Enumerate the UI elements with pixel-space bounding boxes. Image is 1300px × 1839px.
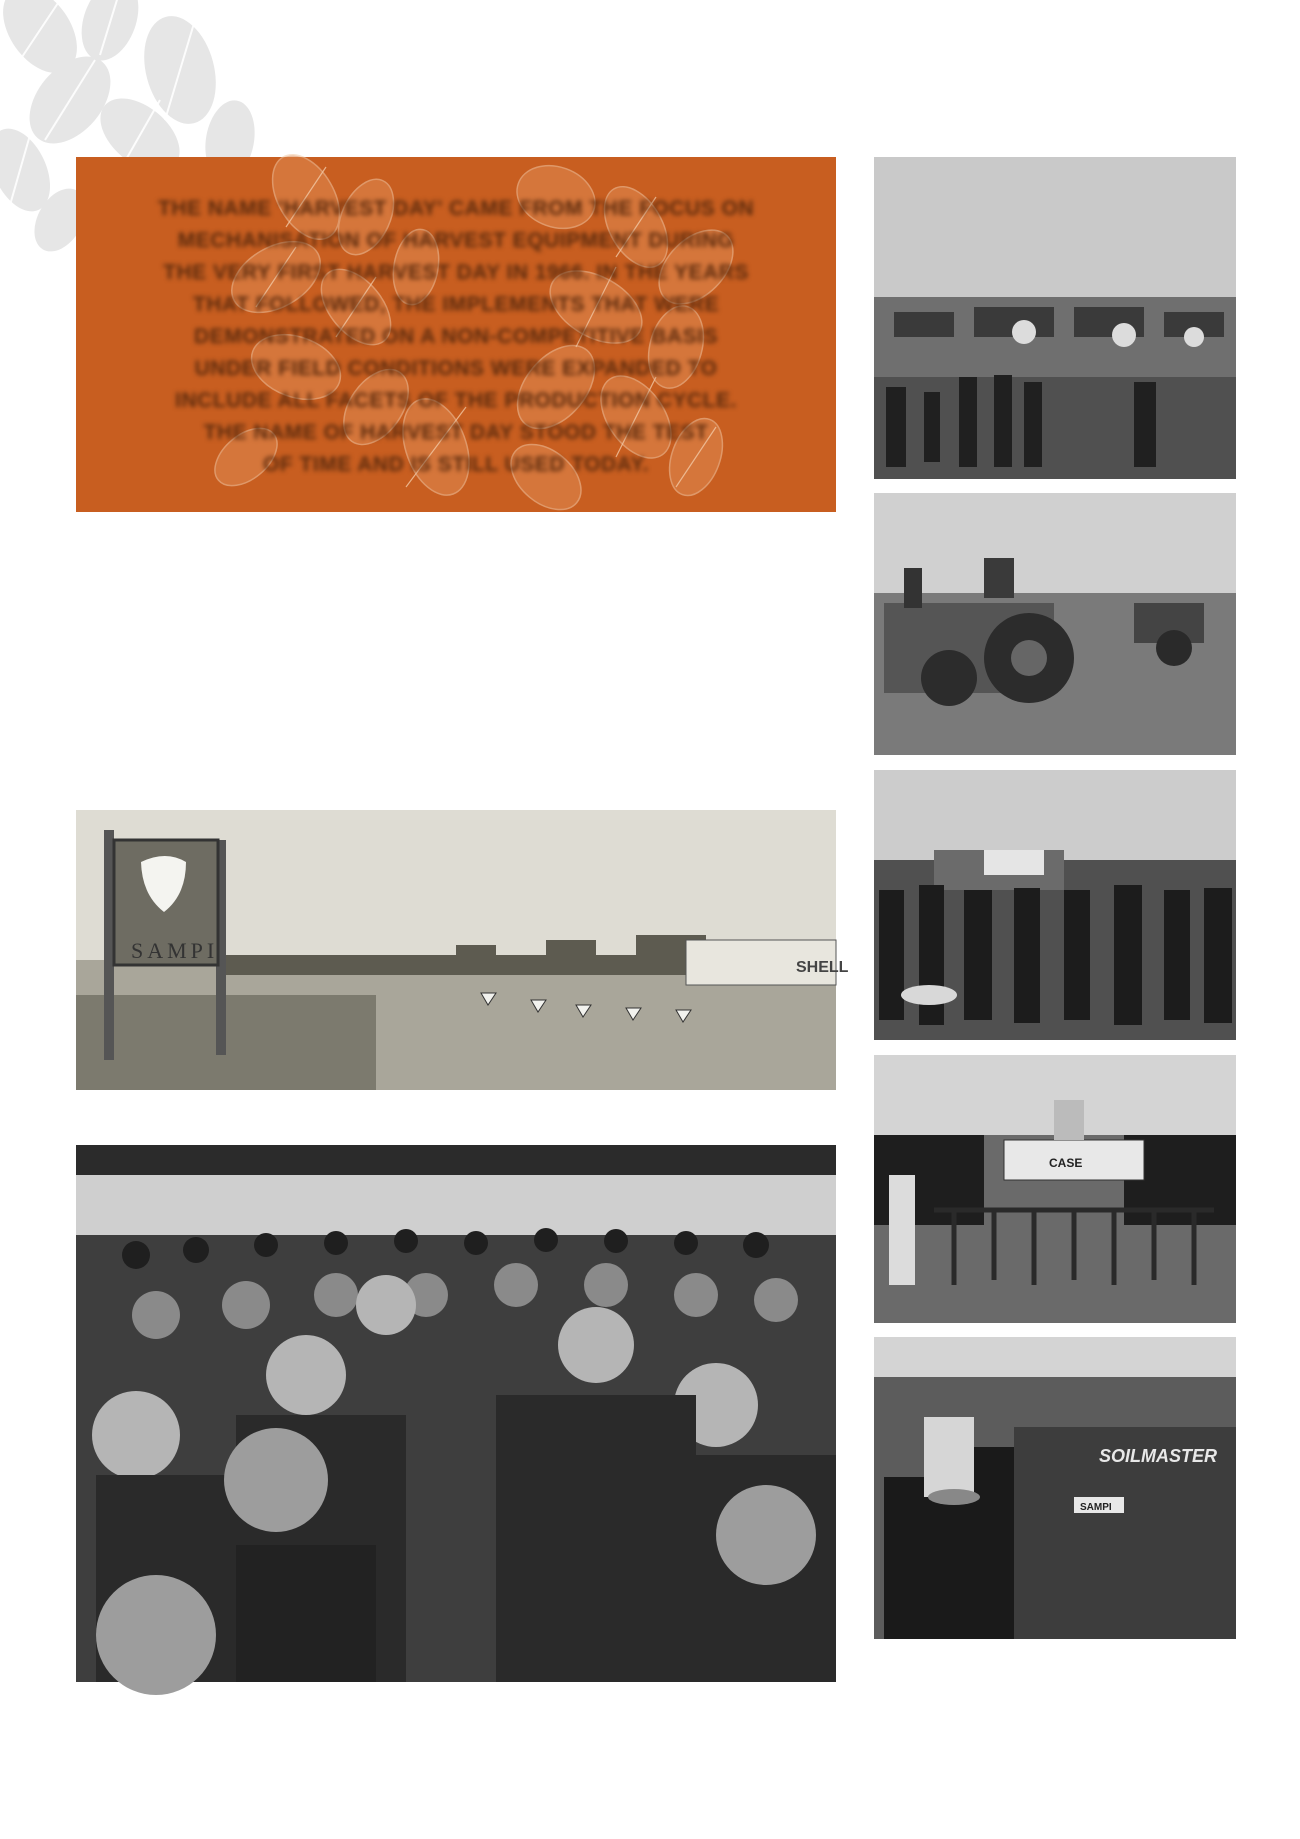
machine-badge-label: SAMPI: [1080, 1502, 1112, 1513]
quote-line: OF TIME AND IS STILL USED TODAY.: [263, 453, 649, 476]
quote-line: THE NAME 'HARVEST DAY' CAME FROM THE FOCUS ON: [157, 197, 755, 220]
photo-tractor-driver: [874, 493, 1236, 755]
quote-line: MECHANISATION OF HARVEST EQUIPMENT DURING: [177, 229, 735, 252]
quote-text: [106, 193, 806, 481]
photo-field-tractors: [874, 157, 1236, 479]
tractor-brand-label: CASE: [1049, 1156, 1083, 1170]
quote-line: UNDER FIELD CONDITIONS WERE EXPANDED TO: [194, 357, 718, 380]
quote-line: INCLUDE ALL FACETS OF THE PRODUCTION CYCLE.: [175, 389, 737, 412]
sign-label: SAMPI: [131, 938, 219, 963]
photo-sampi-sign: [76, 810, 849, 1090]
quote-line: THAT FOLLOWED, THE IMPLEMENTS THAT WERE: [192, 293, 720, 316]
quote-panel: [76, 157, 836, 512]
machine-brand-label: SOILMASTER: [1099, 1446, 1218, 1466]
quote-line: THE VERY FIRST HARVEST DAY IN 1966. IN THE YEARS: [163, 261, 749, 284]
quote-line: THE NAME OF HARVEST DAY STOOD THE TEST: [203, 421, 709, 444]
photo-crowd-harvester: [874, 770, 1236, 1040]
tanker-label: SHELL: [796, 959, 849, 976]
photo-crowd-under-tent: [76, 1145, 836, 1682]
quote-line: DEMONSTRATED ON A NON-COMPETITIVE BASIS: [194, 325, 718, 348]
photo-case-cultivator: [874, 1055, 1236, 1323]
photo-soilmaster-machine: [874, 1337, 1236, 1639]
